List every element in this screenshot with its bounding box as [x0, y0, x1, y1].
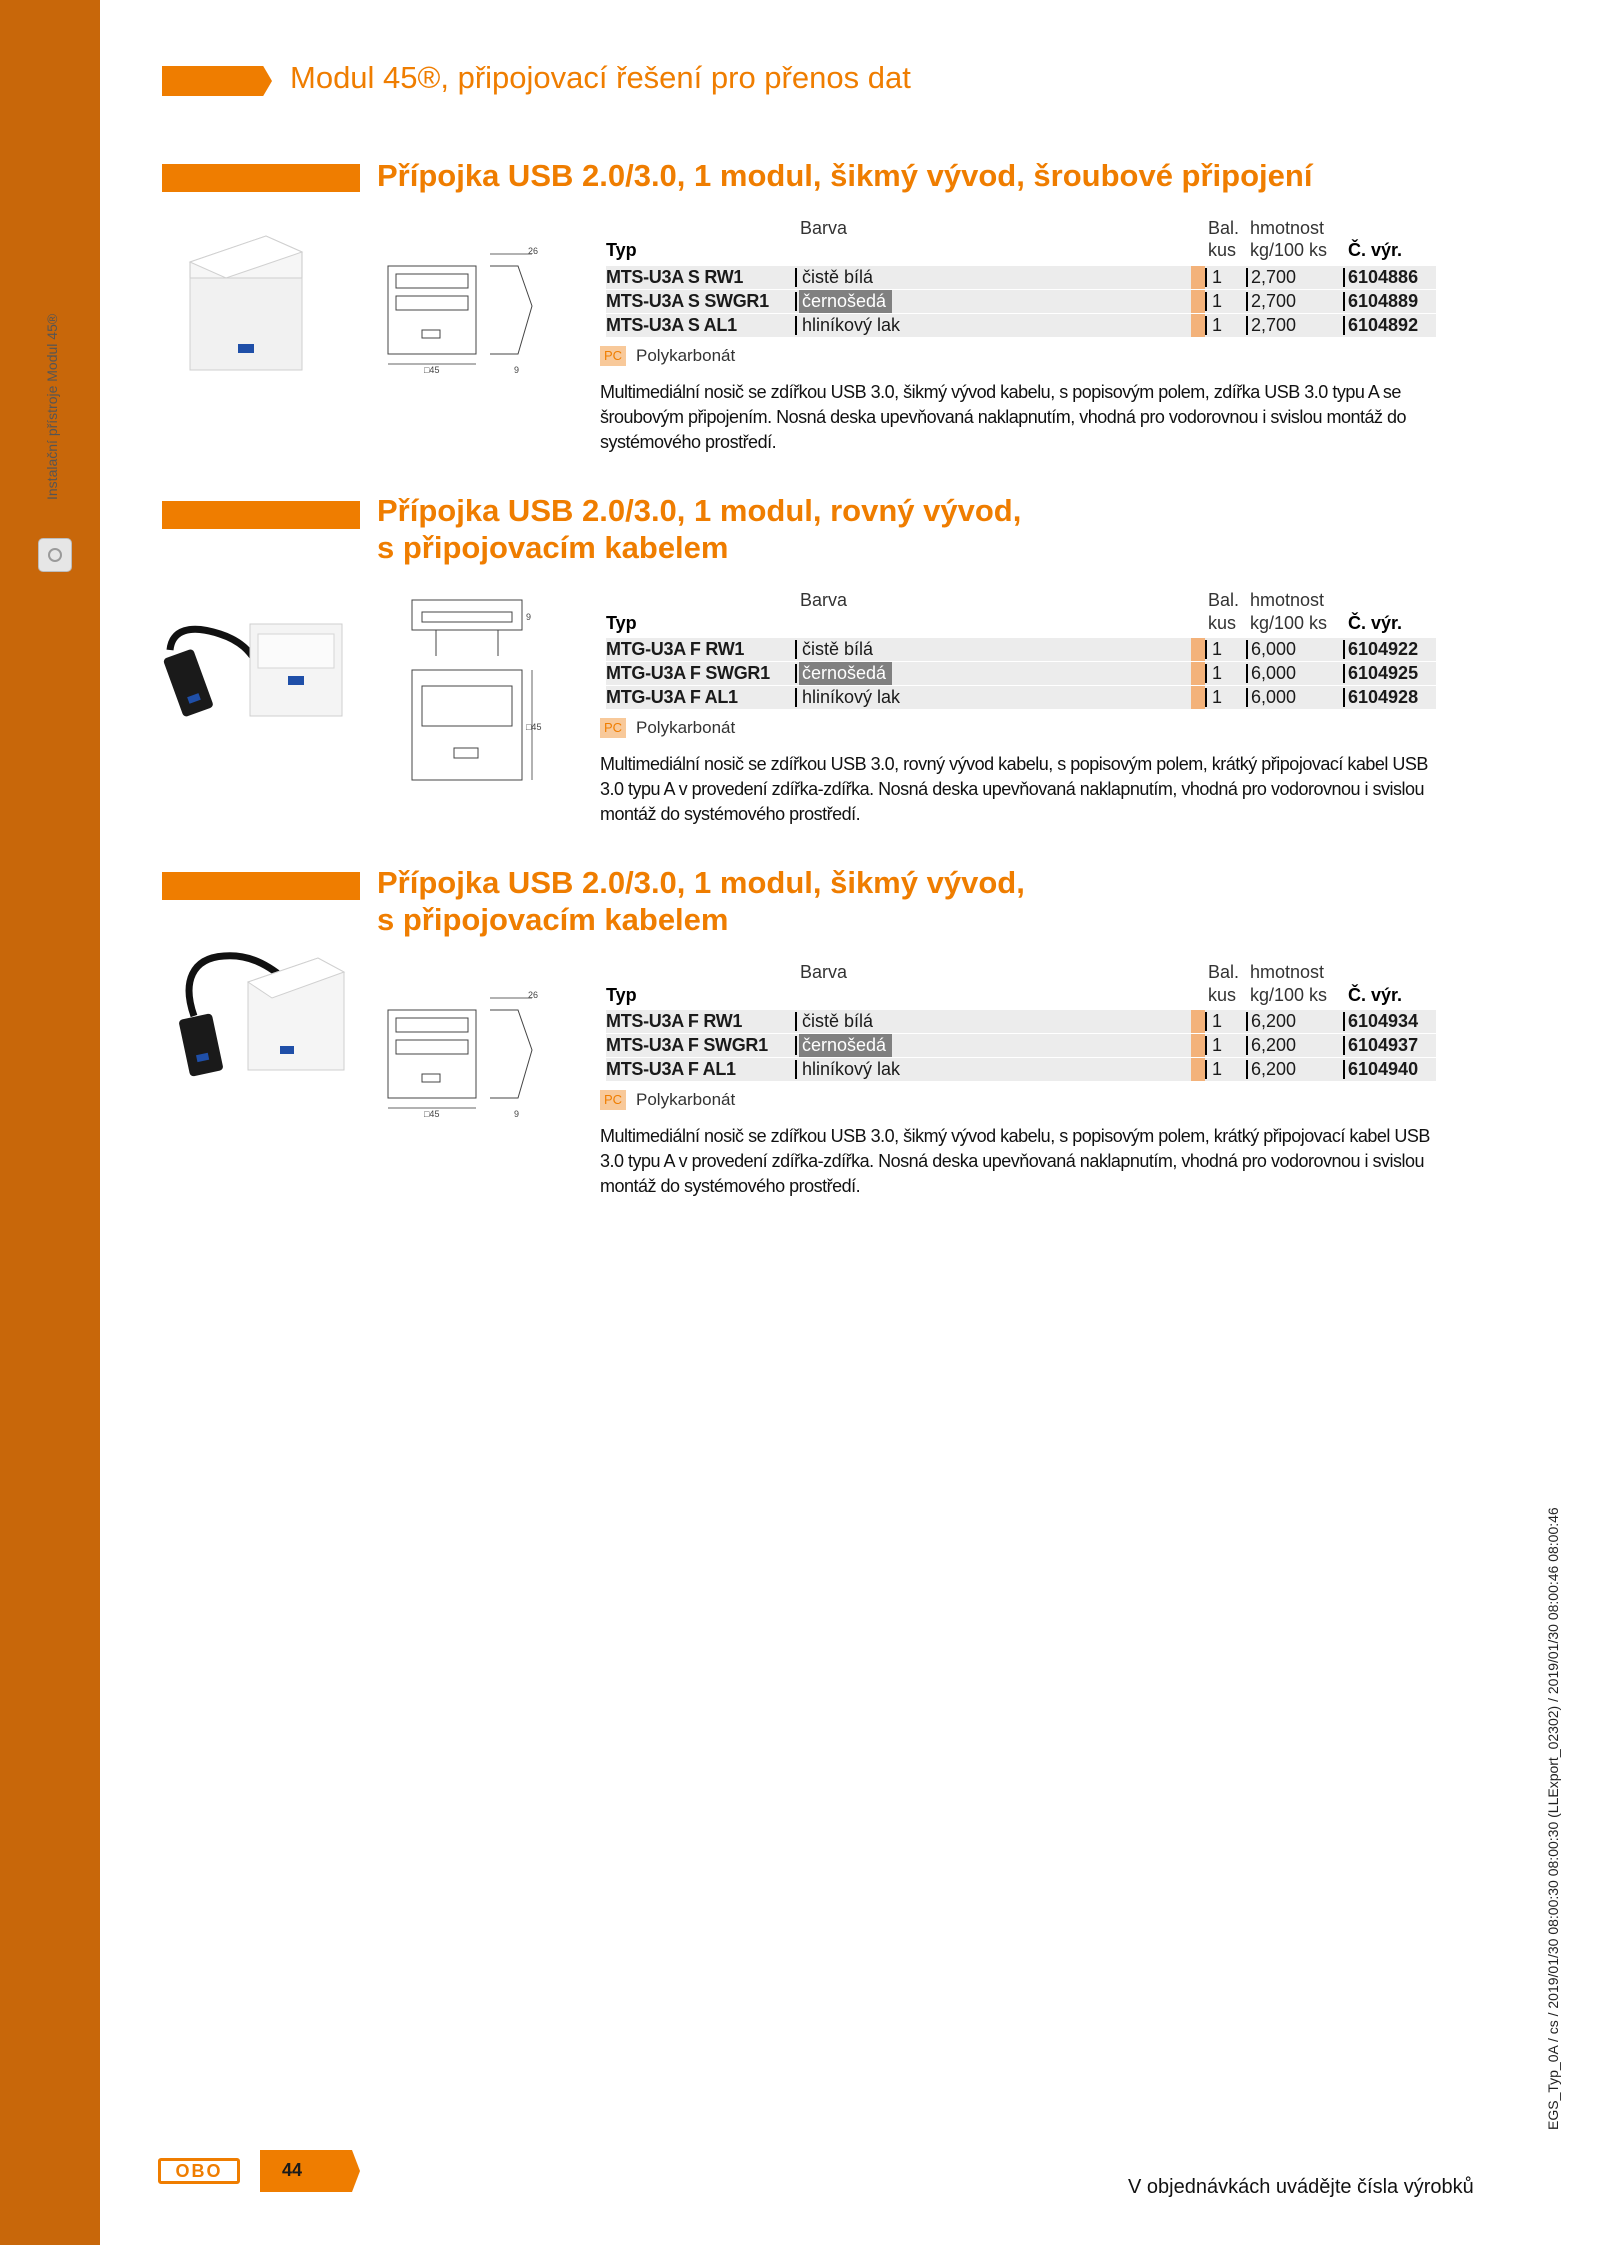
col-kg: kg/100 ks: [1250, 985, 1328, 1005]
row-barva: černošedá: [799, 662, 892, 685]
row-typ: MTS-U3A S SWGR1: [606, 291, 769, 311]
row-hmotnost: 2,700: [1251, 291, 1297, 311]
row-cislo: 6104937: [1348, 1035, 1419, 1055]
row-bal: 1: [1212, 1059, 1223, 1079]
row-cislo: 6104940: [1348, 1059, 1419, 1079]
col-kus: kus: [1208, 240, 1237, 260]
material-badge: PC: [600, 718, 626, 738]
table-row: [606, 638, 1436, 661]
section-bar: [162, 164, 360, 192]
col-kg: kg/100 ks: [1250, 613, 1328, 633]
row-cislo: 6104928: [1348, 687, 1419, 707]
product-description: Multimediální nosič se zdířkou USB 3.0, rovný vývod kabelu, s popisovým polem, krátký připojovací kabel USB 3.0 typu A v provedení zdířka-zdířka. Nosná deska upevňovaná naklapnutím, vhodná pro vodorovnou i svislou montáž do systémového prostředí.: [600, 754, 1428, 824]
section-bar: [162, 501, 360, 529]
product-description: Multimediální nosič se zdířkou USB 3.0, šikmý vývod kabelu, s popisovým polem, krátký připojovací kabel USB 3.0 typu A v provedení zdířka-zdířka. Nosná deska upevňovaná naklapnutím, vhodná pro vodorovnou i svislou montáž do systémového prostředí.: [600, 1126, 1430, 1196]
row-hmotnost: 2,700: [1251, 315, 1297, 335]
row-bal: 1: [1212, 663, 1223, 683]
technical-drawing: [398, 590, 548, 790]
material-label: Polykarbonát: [636, 1090, 736, 1109]
col-kus: kus: [1208, 985, 1237, 1005]
side-category-label: Instalační přístroje Modul 45®: [44, 313, 60, 500]
row-barva: černošedá: [799, 290, 892, 313]
col-bal: Bal.: [1208, 218, 1240, 238]
document-meta: EGS_Typ_0A / cs / 2019/01/30 08:00:30 08:00:30 (LLExport_02302) / 2019/01/30 08:00:46 08:00:46: [1545, 1507, 1561, 2130]
product-description: Multimediální nosič se zdířkou USB 3.0, šikmý vývod kabelu, s popisovým polem, zdířka USB 3.0 typu A se šroubovým připojením. Nosná deska upevňovaná naklapnutím, vhodná pro vodorovnou i svislou montáž do systémového prostředí.: [600, 382, 1407, 452]
dimension-a: 26: [528, 246, 539, 256]
row-hmotnost: 6,200: [1251, 1011, 1297, 1031]
row-typ: MTS-U3A F RW1: [606, 1011, 743, 1031]
table-row: [606, 290, 1436, 313]
table-row: [606, 266, 1436, 289]
row-cislo: 6104886: [1348, 267, 1419, 287]
page-title: Modul 45®, připojovací řešení pro přenos dat: [290, 60, 911, 95]
row-bal: 1: [1212, 267, 1223, 287]
row-cislo: 6104892: [1348, 315, 1419, 335]
socket-icon: [38, 538, 72, 572]
col-typ: Typ: [606, 985, 637, 1005]
col-cv: Č. výr.: [1348, 985, 1403, 1005]
dimension-b: □45: [424, 1109, 440, 1119]
row-cislo: 6104889: [1348, 291, 1419, 311]
table-row: [606, 314, 1436, 337]
row-cislo: 6104934: [1348, 1011, 1419, 1031]
col-typ: Typ: [606, 613, 637, 633]
row-barva: hliníkový lak: [802, 1059, 901, 1079]
material-badge: PC: [600, 346, 626, 366]
row-barva: čistě bílá: [802, 267, 874, 287]
page-number: 44: [282, 2160, 303, 2180]
col-bal: Bal.: [1208, 590, 1240, 610]
row-typ: MTS-U3A F SWGR1: [606, 1035, 768, 1055]
product-photo-cable-angled: [168, 942, 348, 1082]
col-hmotnost: hmotnost: [1250, 962, 1325, 982]
row-barva: černošedá: [799, 1034, 892, 1057]
col-cv: Č. výr.: [1348, 240, 1403, 260]
row-typ: MTG-U3A F SWGR1: [606, 663, 770, 683]
header-tab: [162, 66, 272, 96]
dimension-a: 26: [528, 990, 539, 1000]
technical-drawing: [382, 246, 542, 386]
row-typ: MTS-U3A F AL1: [606, 1059, 736, 1079]
table-row: [606, 662, 1436, 685]
col-kg: kg/100 ks: [1250, 240, 1328, 260]
table-row: [606, 686, 1436, 709]
col-barva: Barva: [800, 962, 848, 982]
row-bal: 1: [1212, 315, 1223, 335]
col-bal: Bal.: [1208, 962, 1240, 982]
material-label: Polykarbonát: [636, 718, 736, 737]
dimension-b: □45: [424, 365, 440, 375]
row-hmotnost: 6,000: [1251, 687, 1297, 707]
col-barva: Barva: [800, 218, 848, 238]
col-barva: Barva: [800, 590, 848, 610]
row-bal: 1: [1212, 687, 1223, 707]
col-hmotnost: hmotnost: [1250, 590, 1325, 610]
dimension-c: 9: [514, 365, 520, 375]
row-typ: MTS-U3A S RW1: [606, 267, 744, 287]
col-cv: Č. výr.: [1348, 613, 1403, 633]
row-hmotnost: 6,200: [1251, 1059, 1297, 1079]
row-barva: hliníkový lak: [802, 315, 901, 335]
page-number-tab: [260, 2150, 360, 2192]
section-bar: [162, 872, 360, 900]
row-bal: 1: [1212, 291, 1223, 311]
section-title: Přípojka USB 2.0/3.0, 1 modul, rovný vývod, s připojovacím kabelem: [377, 493, 1022, 565]
col-hmotnost: hmotnost: [1250, 218, 1325, 238]
technical-drawing: [382, 990, 542, 1130]
material-label: Polykarbonát: [636, 346, 736, 365]
row-cislo: 6104922: [1348, 639, 1419, 659]
col-kus: kus: [1208, 613, 1237, 633]
table-row: [606, 1034, 1436, 1057]
product-photo-cable: [160, 612, 350, 722]
footer-note: V objednávkách uvádějte čísla výrobků: [1128, 2176, 1474, 2198]
row-barva: čistě bílá: [802, 639, 874, 659]
table-row: [606, 1058, 1436, 1081]
row-typ: MTG-U3A F AL1: [606, 687, 738, 707]
row-typ: MTG-U3A F RW1: [606, 639, 745, 659]
row-hmotnost: 2,700: [1251, 267, 1297, 287]
row-bal: 1: [1212, 639, 1223, 659]
section-title: Přípojka USB 2.0/3.0, 1 modul, šikmý vývod, s připojovacím kabelem: [377, 865, 1025, 937]
section-title: Přípojka USB 2.0/3.0, 1 modul, šikmý vývod, šroubové připojení: [377, 158, 1313, 193]
dimension-c: 9: [514, 1109, 520, 1119]
row-barva: čistě bílá: [802, 1011, 874, 1031]
row-bal: 1: [1212, 1035, 1223, 1055]
dimension-b: □45: [526, 722, 542, 732]
row-hmotnost: 6,000: [1251, 639, 1297, 659]
dimension-a: 9: [526, 612, 532, 622]
material-badge: PC: [600, 1090, 626, 1110]
row-typ: MTS-U3A S AL1: [606, 315, 737, 335]
row-cislo: 6104925: [1348, 663, 1419, 683]
product-photo-angled: [176, 232, 316, 382]
row-hmotnost: 6,000: [1251, 663, 1297, 683]
table-row: [606, 1010, 1436, 1033]
row-barva: hliníkový lak: [802, 687, 901, 707]
row-hmotnost: 6,200: [1251, 1035, 1297, 1055]
col-typ: Typ: [606, 240, 637, 260]
row-bal: 1: [1212, 1011, 1223, 1031]
obo-logo: OBO: [158, 2158, 240, 2184]
